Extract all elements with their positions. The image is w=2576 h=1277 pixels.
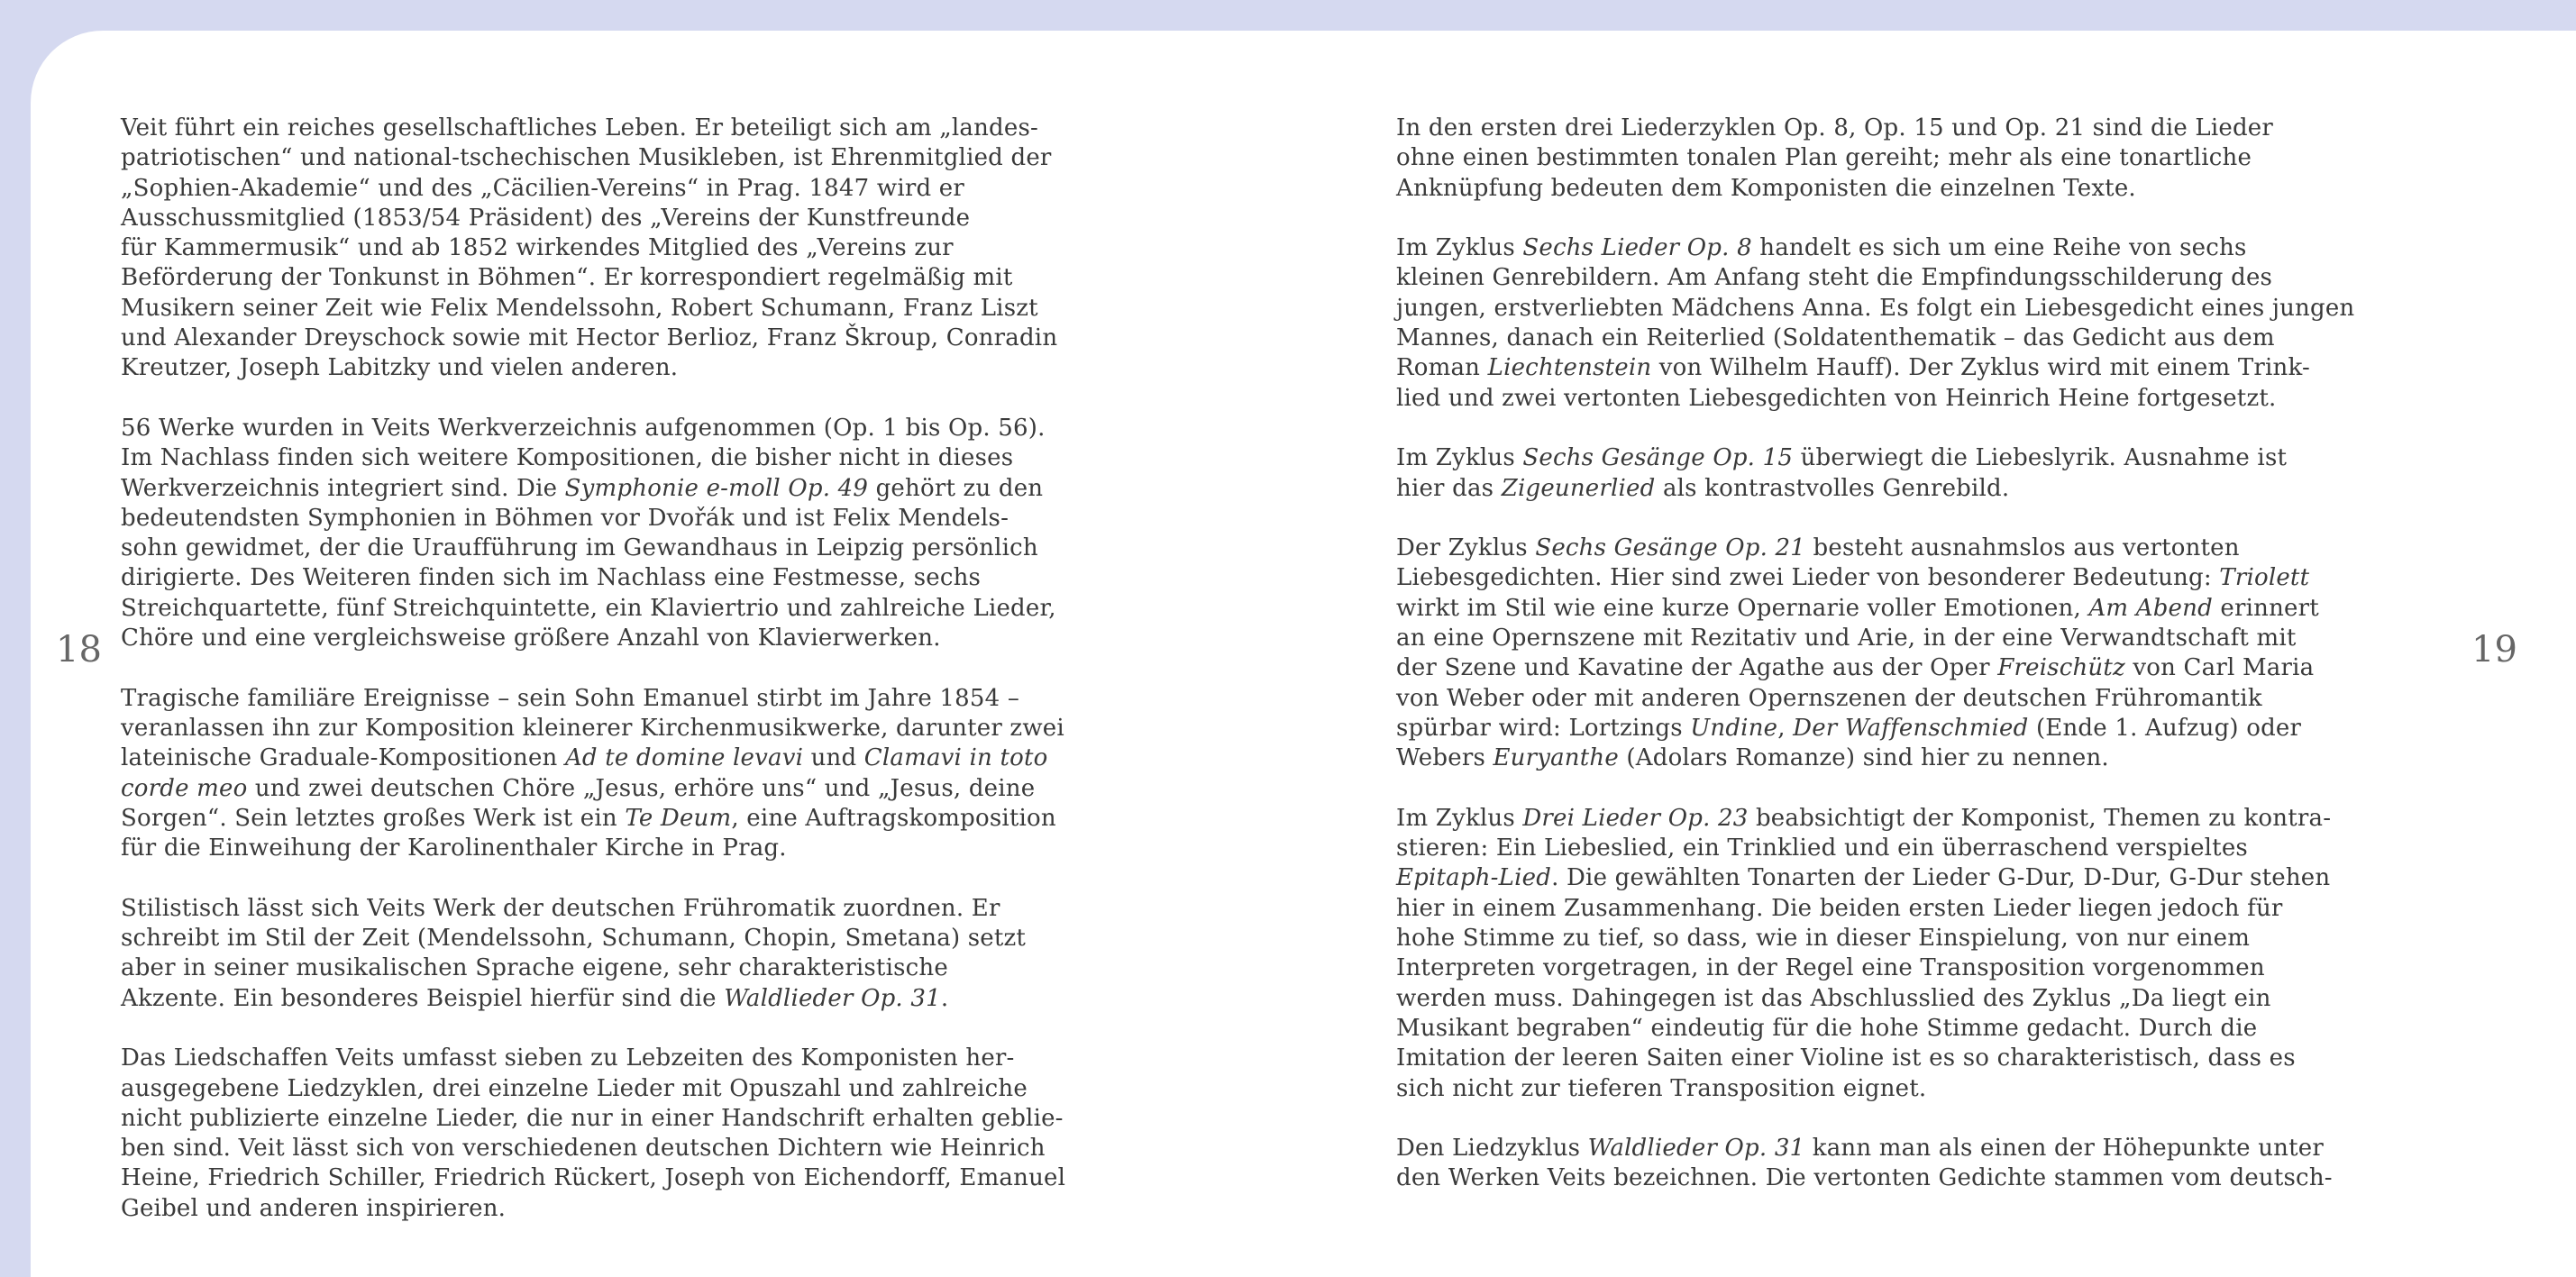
text-run: Beförderung der Tonkunst in Böhmen“. Er korrespondiert regelmäßig mit (121, 264, 1013, 292)
text-line (1396, 984, 2482, 1014)
text-line (121, 804, 1207, 834)
text-line (1396, 653, 2482, 683)
text-run: besteht ausnahmslos aus vertonten (1805, 534, 2240, 562)
text-run: (Ende 1. Aufzug) oder (2028, 714, 2302, 742)
text-run: patriotischen“ und national-tschechischen Musikleben, ist Ehrenmitglied der (121, 144, 1052, 172)
text-line (1396, 1044, 2482, 1073)
text-line (1396, 474, 2482, 504)
text-line (121, 1134, 1207, 1163)
text-run: hier in einem Zusammenhang. Die beiden ersten Lieder liegen jedoch für (1396, 894, 2283, 922)
text-run: handelt es sich um eine Reihe von sechs (1751, 234, 2247, 262)
paragraph (1396, 114, 2482, 204)
text-run: kann man als einen der Höhepunkte unter (1804, 1135, 2324, 1163)
text-line (121, 534, 1207, 563)
text-line (121, 353, 1207, 383)
text-run: Geibel und anderen inspirieren. (121, 1194, 507, 1222)
text-run: für Kammermusik“ und ab 1852 wirkendes Mitglied des „Vereins zur (121, 234, 954, 262)
text-run: und Alexander Dreyschock sowie mit Hector Berlioz, Franz Škroup, Conradin (121, 324, 1058, 352)
text-run: Streichquartette, fünf Streichquintette, ein Klaviertrio und zahlreiche Lieder, (121, 594, 1056, 622)
text-run: Der Zyklus (1396, 534, 1536, 562)
text-run: von Wilhelm Hauff). Der Zyklus wird mit einem Trink- (1651, 354, 2310, 382)
text-run: Stilistisch lässt sich Veits Werk der deutschen Frühromatik zuordnen. Er (121, 894, 1000, 922)
text-line (121, 474, 1207, 504)
text-run: beabsichtigt der Komponist, Themen zu kontra- (1748, 804, 2332, 832)
text-line (1396, 894, 2482, 924)
text-line (1396, 1134, 2482, 1163)
italic-title: Te Deum (625, 804, 732, 832)
text-line (121, 1194, 1207, 1224)
text-line (121, 204, 1207, 233)
italic-title: Ad te domine levavi (564, 744, 804, 772)
text-run: veranlassen ihn zur Komposition kleinerer Kirchenmusikwerke, darunter zwei (121, 714, 1064, 742)
text-run: als kontrastvolles Genrebild. (1655, 474, 2010, 502)
text-line (121, 414, 1207, 443)
paragraph (121, 894, 1207, 1014)
text-run: gehört zu den (868, 474, 1044, 502)
text-run: erinnert (2212, 594, 2319, 622)
italic-title: Symphonie e-moll Op. 49 (564, 474, 869, 502)
text-run: , eine Auftragskomposition (731, 804, 1056, 832)
text-line (1396, 384, 2482, 414)
text-run: Chöre und eine vergleichsweise größere Anzahl von Klavierwerken. (121, 625, 941, 652)
italic-title: Zigeunerlied (1501, 474, 1656, 502)
text-line (1396, 353, 2482, 383)
text-run: für die Einweihung der Karolinenthaler Kirche in Prag. (121, 835, 787, 862)
text-run: kleinen Genrebildern. Am Anfang steht die Empfindungsschilderung des (1396, 264, 2273, 292)
text-line (121, 263, 1207, 293)
text-run: der Szene und Kavatine der Agathe aus der Oper (1396, 654, 1998, 682)
text-run: lied und zwei vertonten Liebesgedichten von Heinrich Heine fortgesetzt. (1396, 384, 2277, 412)
text-line (1396, 804, 2482, 834)
text-line (121, 233, 1207, 263)
text-line (1396, 324, 2482, 353)
paragraph (121, 684, 1207, 864)
text-run: werden muss. Dahingegen ist das Abschlusslied des Zyklus „Da liegt ein (1396, 984, 2271, 1012)
italic-title: Epitaph-Lied (1396, 864, 1552, 892)
text-line (1396, 114, 2482, 143)
text-line (1396, 563, 2482, 593)
text-run: Im Zyklus (1396, 444, 1523, 472)
italic-title: Clamavi in toto (863, 744, 1048, 772)
text-run: von Weber oder mit anderen Opernszenen der deutschen Frühromantik (1396, 684, 2262, 712)
text-run: stieren: Ein Liebeslied, ein Trinklied und ein überraschend verspieltes (1396, 835, 2248, 862)
text-line (121, 563, 1207, 593)
italic-title: Undine (1690, 714, 1778, 742)
text-run: 56 Werke wurden in Veits Werkverzeichnis aufgenommen (Op. 1 bis Op. 56). (121, 414, 1046, 442)
text-run: Liebesgedichten. Hier sind zwei Lieder von besonderer Bedeutung: (1396, 564, 2220, 592)
text-line (121, 1163, 1207, 1193)
text-run: Das Liedschaffen Veits umfasst sieben zu Lebzeiten des Komponisten her- (121, 1044, 1015, 1072)
text-run: Werkverzeichnis integriert sind. Die (121, 474, 565, 502)
text-run: jungen, erstverliebten Mädchens Anna. Es folgt ein Liebesgedicht eines jungen (1396, 294, 2355, 322)
text-run: Anknüpfung bedeuten dem Komponisten die einzelnen Texte. (1396, 174, 2136, 202)
text-run: Heine, Friedrich Schiller, Friedrich Rückert, Joseph von Eichendorff, Emanuel (121, 1164, 1066, 1192)
text-line (1396, 534, 2482, 563)
text-line (1396, 1074, 2482, 1104)
text-line (1396, 233, 2482, 263)
text-line (1396, 714, 2482, 743)
text-run: . (940, 984, 949, 1012)
text-run: ausgegebene Liedzyklen, drei einzelne Lieder mit Opuszahl und zahlreiche (121, 1074, 1028, 1102)
text-run: ohne einen bestimmten tonalen Plan gereiht; mehr als eine tonartliche (1396, 144, 2252, 172)
left-column (121, 114, 1207, 1254)
text-run: sohn gewidmet, der die Uraufführung im Gewandhaus in Leipzig persönlich (121, 534, 1038, 562)
text-line (1396, 684, 2482, 714)
text-line (1396, 834, 2482, 863)
text-run: sich nicht zur tieferen Transposition eignet. (1396, 1074, 1927, 1102)
text-run: Den Liedzyklus (1396, 1135, 1588, 1163)
text-run: aber in seiner musikalischen Sprache eigene, sehr charakteristische (121, 954, 948, 982)
text-run: schreibt im Stil der Zeit (Mendelssohn, Schumann, Chopin, Smetana) setzt (121, 925, 1027, 953)
text-line (1396, 143, 2482, 173)
text-run: Veit führt ein reiches gesellschaftliches Leben. Er beteiligt sich am „landes- (121, 114, 1038, 141)
text-line (1396, 624, 2482, 653)
paragraph (121, 414, 1207, 653)
text-run: und zwei deutschen Chöre „Jesus, erhöre uns“ und „Jesus, deine (247, 774, 1036, 802)
text-line (121, 714, 1207, 743)
text-line (121, 594, 1207, 624)
text-line (121, 774, 1207, 804)
text-line (121, 114, 1207, 143)
italic-title: Liechtenstein (1487, 354, 1652, 382)
text-line (1396, 1014, 2482, 1044)
text-line (121, 443, 1207, 473)
text-run: „Sophien-Akademie“ und des „Cäcilien-Vereins“ in Prag. 1847 wird er (121, 174, 964, 202)
text-line (121, 174, 1207, 204)
text-run: von Carl Maria (2124, 654, 2315, 682)
paragraph (1396, 233, 2482, 414)
text-run: Im Nachlass finden sich weitere Kompositionen, die bisher nicht in dieses (121, 444, 1014, 472)
text-line (1396, 924, 2482, 953)
italic-title: Euryanthe (1493, 744, 1619, 772)
text-run: ben sind. Veit lässt sich von verschiedenen deutschen Dichtern wie Heinrich (121, 1135, 1046, 1163)
text-line (121, 143, 1207, 173)
text-run: Musikern seiner Zeit wie Felix Mendelssohn, Robert Schumann, Franz Liszt (121, 294, 1038, 322)
text-run: dirigierte. Des Weiteren finden sich im Nachlass eine Festmesse, sechs (121, 564, 982, 592)
text-run: Ausschussmitglied (1853/54 Präsident) des „Vereins der Kunstfreunde (121, 204, 971, 232)
text-line (121, 1104, 1207, 1134)
italic-title: Sechs Lieder Op. 8 (1522, 234, 1752, 262)
paragraph (1396, 1134, 2482, 1194)
paragraph (121, 114, 1207, 384)
text-line (1396, 294, 2482, 324)
text-line (121, 743, 1207, 773)
italic-title: Am Abend (2088, 594, 2213, 622)
text-run: Im Zyklus (1396, 234, 1523, 262)
text-line (121, 294, 1207, 324)
italic-title: Triolett (2219, 564, 2310, 592)
text-line (1396, 863, 2482, 893)
text-line (1396, 263, 2482, 293)
paragraph (1396, 534, 2482, 773)
text-line (121, 624, 1207, 653)
booklet-spread (31, 31, 2576, 1277)
text-run: spürbar wird: Lortzings (1396, 714, 1691, 742)
italic-title: Freischütz (1997, 654, 2125, 682)
text-line (121, 894, 1207, 924)
right-column (1396, 114, 2482, 1224)
text-run: Webers (1396, 744, 1494, 772)
italic-title: Der Waffenschmied (1793, 714, 2029, 742)
text-line (121, 924, 1207, 953)
text-run: überwiegt die Liebeslyrik. Ausnahme ist (1793, 444, 2288, 472)
text-run: Roman (1396, 354, 1488, 382)
italic-title: Waldlieder Op. 31 (724, 984, 941, 1012)
text-run: , (1777, 714, 1794, 742)
page-number-left: 18 (56, 629, 102, 670)
text-run: wirkt im Stil wie eine kurze Opernarie voller Emotionen, (1396, 594, 2089, 622)
italic-title: Waldlieder Op. 31 (1587, 1135, 1805, 1163)
text-run: Interpreten vorgetragen, in der Regel eine Transposition vorgenommen (1396, 954, 2265, 982)
italic-title: Sechs Gesänge Op. 21 (1535, 534, 1806, 562)
text-run: hier das (1396, 474, 1502, 502)
text-line (121, 1044, 1207, 1073)
text-run: bedeutendsten Symphonien in Böhmen vor Dvořák und ist Felix Mendels- (121, 504, 1009, 532)
text-line (1396, 1163, 2482, 1193)
text-run: Tragische familiäre Ereignisse – sein Sohn Emanuel stirbt im Jahre 1854 – (121, 684, 1020, 712)
text-run: und (803, 744, 864, 772)
text-run: an eine Opernszene mit Rezitativ und Arie, in der eine Verwandtschaft mit (1396, 625, 2297, 652)
text-line (121, 1074, 1207, 1104)
text-run: den Werken Veits bezeichnen. Die vertonten Gedichte stammen vom deutsch- (1396, 1164, 2333, 1192)
text-run: . Die gewählten Tonarten der Lieder G-Dur, D-Dur, G-Dur stehen (1551, 864, 2331, 892)
text-run: In den ersten drei Liederzyklen Op. 8, Op. 15 und Op. 21 sind die Lieder (1396, 114, 2274, 141)
italic-title: corde meo (121, 774, 248, 802)
text-line (121, 684, 1207, 714)
text-line (1396, 743, 2482, 773)
text-run: Mannes, danach ein Reiterlied (Soldatenthematik – das Gedicht aus dem (1396, 324, 2275, 352)
paragraph (1396, 443, 2482, 504)
text-line (1396, 953, 2482, 983)
text-line (121, 834, 1207, 863)
paragraph (1396, 804, 2482, 1104)
text-line (1396, 594, 2482, 624)
italic-title: Sechs Gesänge Op. 15 (1522, 444, 1794, 472)
text-run: Akzente. Ein besonderes Beispiel hierfür sind die (121, 984, 725, 1012)
text-run: hohe Stimme zu tief, so dass, wie in dieser Einspielung, von nur einem (1396, 925, 2251, 953)
text-run: Imitation der leeren Saiten einer Violine ist es so charakteristisch, dass es (1396, 1044, 2296, 1072)
text-run: (Adolars Romanze) sind hier zu nennen. (1618, 744, 2109, 772)
text-run: Kreutzer, Joseph Labitzky und vielen anderen. (121, 354, 679, 382)
text-run: lateinische Graduale-Kompositionen (121, 744, 565, 772)
text-line (121, 984, 1207, 1014)
text-run: nicht publizierte einzelne Lieder, die nur in einer Handschrift erhalten geblie- (121, 1104, 1064, 1132)
text-run: Sorgen“. Sein letztes großes Werk ist ein (121, 804, 626, 832)
text-line (121, 324, 1207, 353)
text-line (1396, 174, 2482, 204)
text-line (121, 953, 1207, 983)
text-run: Musikant begraben“ eindeutig für die hohe Stimme gedacht. Durch die (1396, 1014, 2258, 1042)
text-line (121, 504, 1207, 534)
page-number-right: 19 (2471, 629, 2517, 670)
italic-title: Drei Lieder Op. 23 (1522, 804, 1749, 832)
text-line (1396, 443, 2482, 473)
paragraph (121, 1044, 1207, 1224)
text-run: Im Zyklus (1396, 804, 1523, 832)
